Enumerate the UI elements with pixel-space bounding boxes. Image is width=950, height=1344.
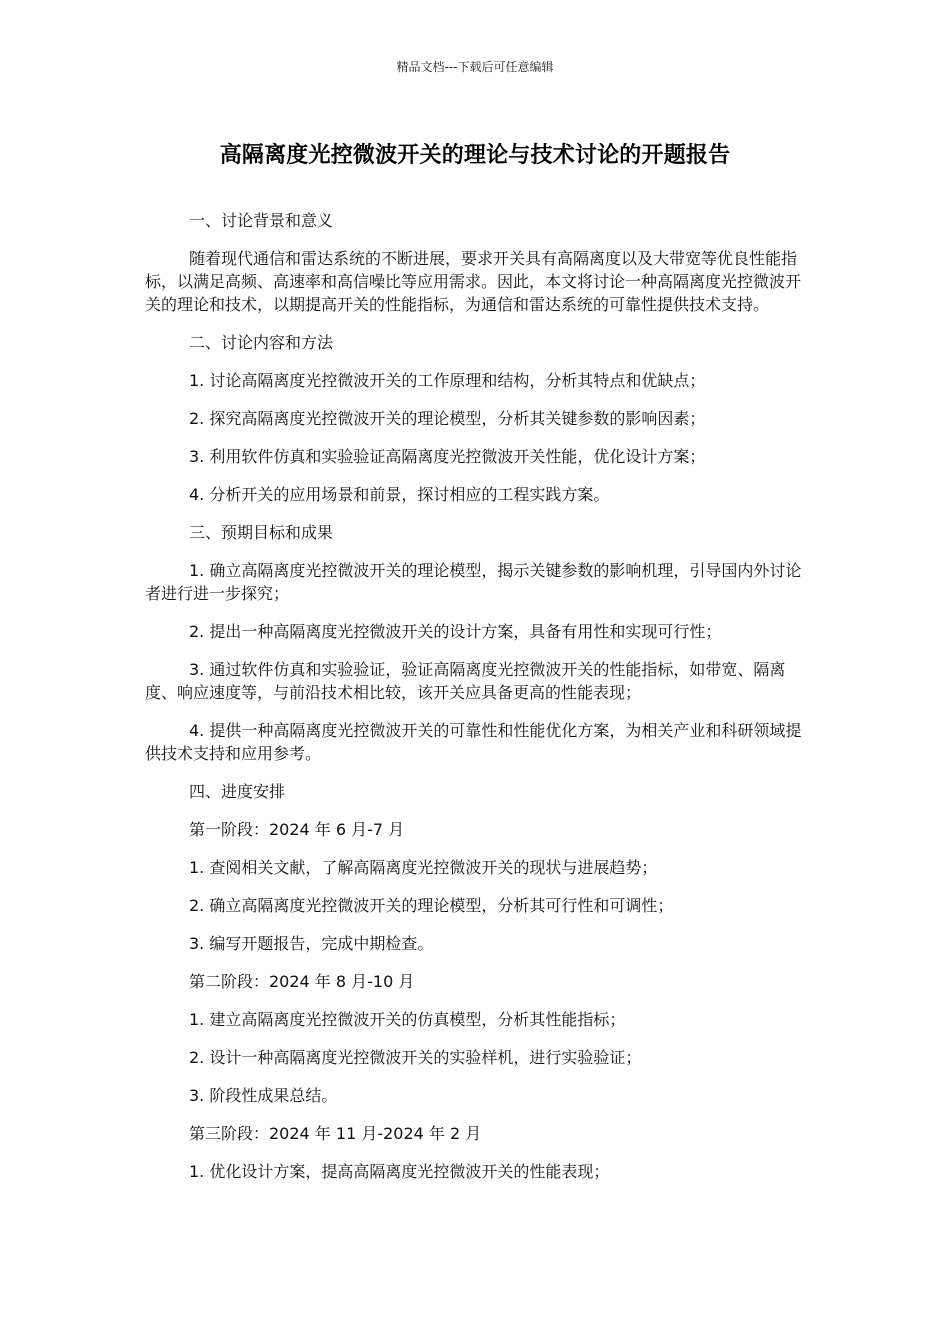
header-note: 精品文档---下载后可任意编辑 <box>396 60 554 74</box>
list-item: 3. 通过软件仿真和实验验证，验证高隔离度光控微波开关的性能指标，如带宽、隔离度、响应速度等，与前沿技术相比较，该开关应具备更高的性能表现； <box>145 660 786 702</box>
list-item: 1. 优化设计方案，提高高隔离度光控微波开关的性能表现； <box>189 1162 610 1181</box>
phase-heading: 第一阶段：2024 年 6 月-7 月 <box>189 820 405 839</box>
section-heading-goals: 三、预期目标和成果 <box>189 523 334 542</box>
phase-heading: 第三阶段：2024 年 11 月-2024 年 2 月 <box>189 1124 482 1143</box>
section-heading-schedule: 四、进度安排 <box>189 782 286 801</box>
list-item: 1. 建立高隔离度光控微波开关的仿真模型，分析其性能指标； <box>189 1010 626 1029</box>
list-item: 3. 阶段性成果总结。 <box>189 1086 338 1105</box>
list-item: 2. 设计一种高隔离度光控微波开关的实验样机，进行实验验证； <box>189 1048 642 1067</box>
list-item: 1. 查阅相关文献，了解高隔离度光控微波开关的现状与进展趋势； <box>189 858 658 877</box>
list-item: 1. 确立高隔离度光控微波开关的理论模型，揭示关键参数的影响机理，引导国内外讨论者进行进一步探究； <box>145 561 802 603</box>
list-item: 3. 编写开题报告，完成中期检查。 <box>189 934 434 953</box>
section-heading-background: 一、讨论背景和意义 <box>189 211 334 230</box>
list-item: 1. 讨论高隔离度光控微波开关的工作原理和结构，分析其特点和优缺点； <box>189 371 706 390</box>
list-item: 2. 探究高隔离度光控微波开关的理论模型，分析其关键参数的影响因素； <box>189 409 706 428</box>
list-item: 3. 利用软件仿真和实验验证高隔离度光控微波开关性能，优化设计方案； <box>189 447 706 466</box>
list-item: 4. 提供一种高隔离度光控微波开关的可靠性和性能优化方案，为相关产业和科研领域提供技术支持和应用参考。 <box>145 721 802 763</box>
section-heading-content: 二、讨论内容和方法 <box>189 333 334 352</box>
document-title: 高隔离度光控微波开关的理论与技术讨论的开题报告 <box>219 143 731 168</box>
list-item: 2. 提出一种高隔离度光控微波开关的设计方案，具备有用性和实现可行性； <box>189 622 722 641</box>
paragraph-background: 随着现代通信和雷达系统的不断进展，要求开关具有高隔离度以及大带宽等优良性能指标，以满足高频、高速率和高信噪比等应用需求。因此，本文将讨论一种高隔离度光控微波开关的理论和技术，以期提高开关的性能指标，为通信和雷达系统的可靠性提供技术支持。 <box>145 249 802 314</box>
list-item: 4. 分析开关的应用场景和前景，探讨相应的工程实践方案。 <box>189 485 610 504</box>
document-body <box>145 209 805 1198</box>
phase-heading: 第二阶段：2024 年 8 月-10 月 <box>189 972 415 991</box>
list-item: 2. 确立高隔离度光控微波开关的理论模型，分析其可行性和可调性； <box>189 896 674 915</box>
